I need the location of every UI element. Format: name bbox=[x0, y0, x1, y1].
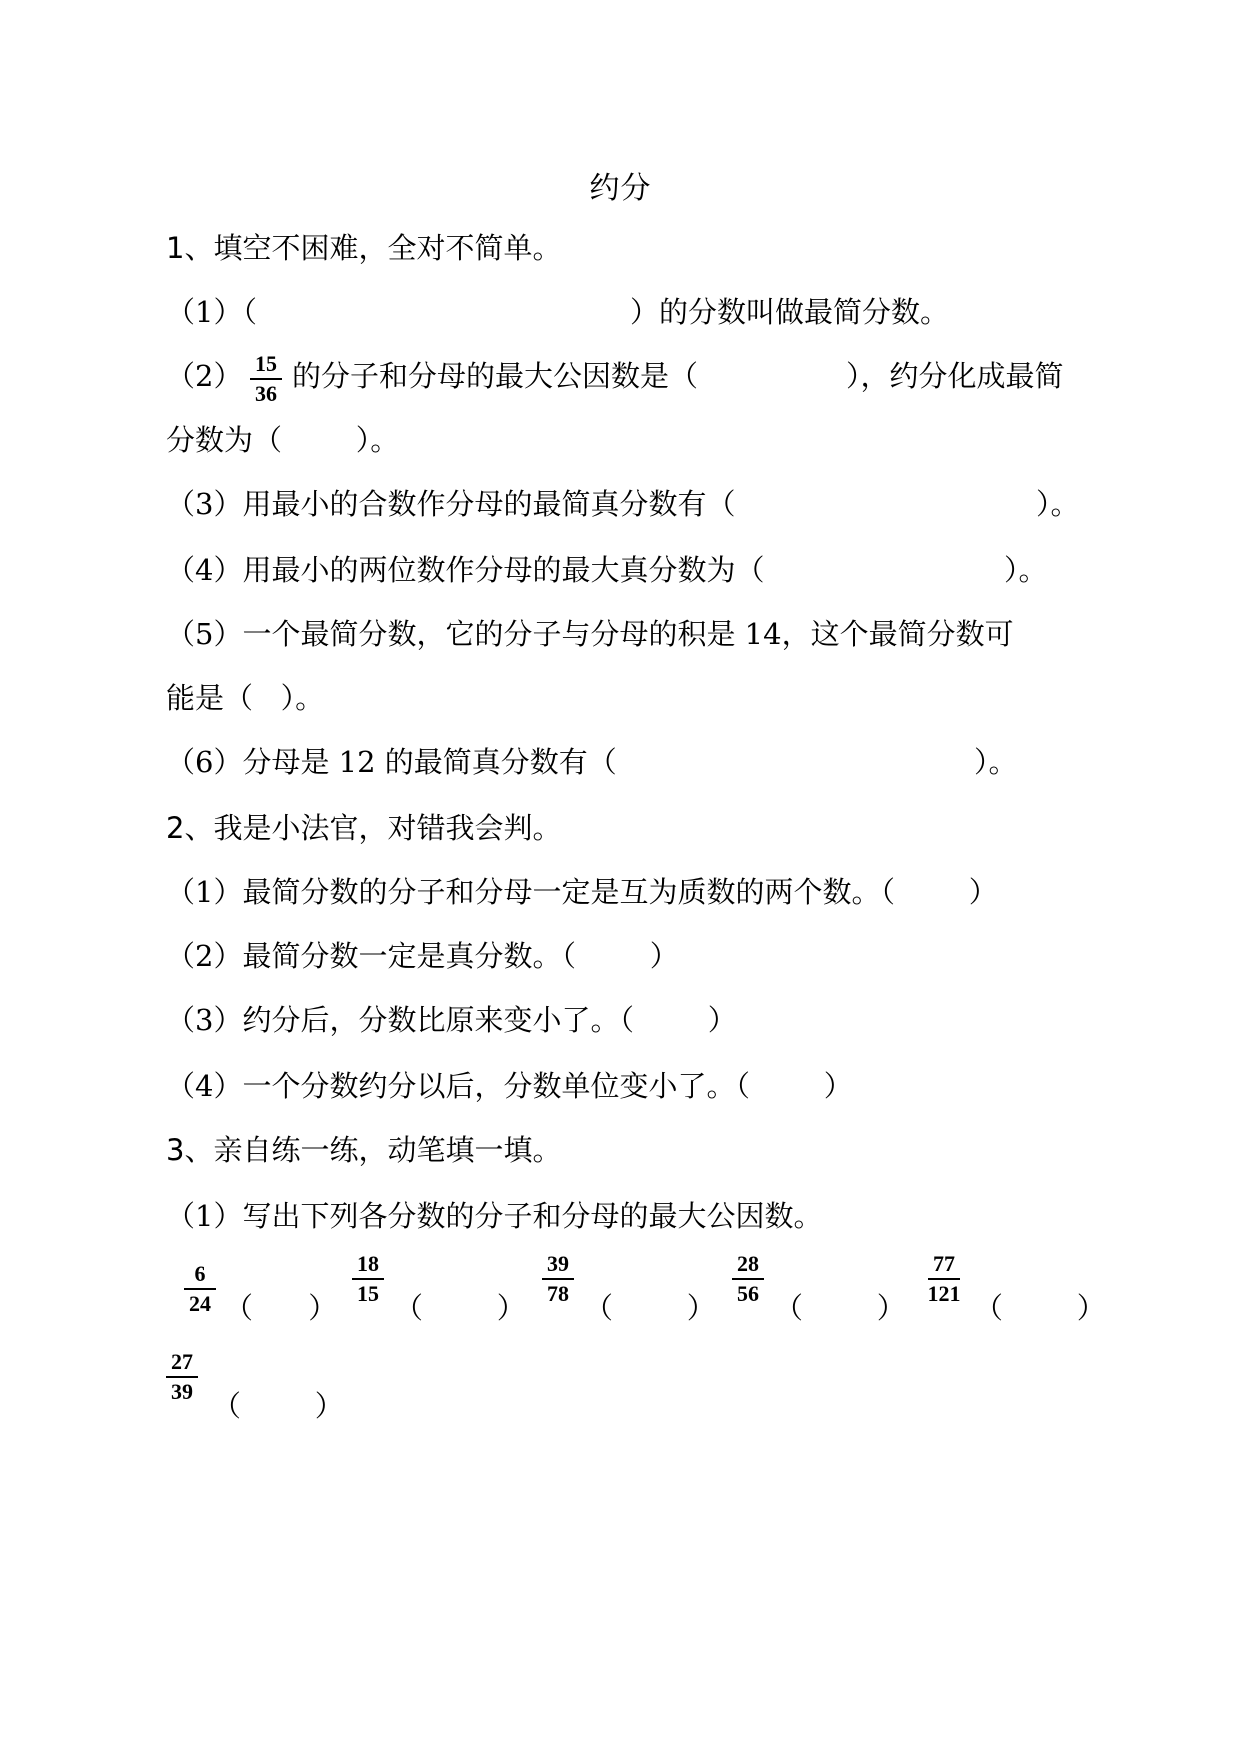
answer-blank: （ ） bbox=[584, 1291, 716, 1325]
fraction-item bbox=[346, 1252, 390, 1306]
s1-q4-right: ）。 bbox=[1004, 553, 1048, 587]
s1-q6-left: （6）分母是 12 的最简真分数有（ bbox=[166, 745, 617, 779]
fraction-item bbox=[178, 1262, 222, 1316]
s1-q5-line2: 能是（ ）。 bbox=[166, 681, 325, 715]
s1-q1-right: ）的分数叫做最简分数。 bbox=[630, 295, 950, 329]
s2-q3: （3）约分后，分数比原来变小了。（ ） bbox=[166, 1003, 737, 1037]
s1-q1-left: （1）（ bbox=[166, 295, 257, 329]
s2-q4: （4）一个分数约分以后，分数单位变小了。（ ） bbox=[166, 1069, 853, 1103]
fraction-bar bbox=[928, 1278, 960, 1280]
fraction-15-36 bbox=[244, 352, 288, 406]
fraction-denominator: 56 bbox=[737, 1281, 759, 1306]
fraction-numerator: 27 bbox=[171, 1349, 193, 1374]
s2-q1: （1）最简分数的分子和分母一定是互为质数的两个数。（ ） bbox=[166, 875, 998, 909]
fraction-item bbox=[726, 1252, 770, 1306]
fraction-bar bbox=[352, 1278, 384, 1280]
fraction-denominator: 36 bbox=[255, 381, 277, 406]
s1-q6-right: ）。 bbox=[974, 745, 1018, 779]
page-title: 约分 bbox=[589, 171, 652, 206]
s1-q3-left: （3）用最小的合数作分母的最简真分数有（ bbox=[166, 487, 736, 521]
answer-blank: （ ） bbox=[974, 1291, 1106, 1325]
fraction-item bbox=[536, 1252, 580, 1306]
fraction-bar bbox=[250, 378, 282, 380]
fraction-denominator: 24 bbox=[189, 1291, 211, 1316]
fraction-bar bbox=[184, 1288, 216, 1290]
answer-blank: （ ） bbox=[212, 1389, 344, 1423]
answer-blank: （ ） bbox=[774, 1291, 906, 1325]
fraction-numerator: 15 bbox=[255, 351, 277, 376]
section1-heading: 1、填空不困难，全对不简单。 bbox=[166, 231, 562, 265]
s3-q1: （1）写出下列各分数的分子和分母的最大公因数。 bbox=[166, 1199, 823, 1233]
fraction-denominator: 78 bbox=[547, 1281, 569, 1306]
s1-q2-mid: 的分子和分母的最大公因数是（ bbox=[292, 359, 699, 393]
fraction-denominator: 121 bbox=[927, 1281, 961, 1306]
section2-heading: 2、我是小法官，对错我会判。 bbox=[166, 811, 562, 845]
s1-q4-left: （4）用最小的两位数作分母的最大真分数为（ bbox=[166, 553, 765, 587]
s1-q2-right: ），约分化成最简 bbox=[846, 359, 1064, 393]
fraction-denominator: 39 bbox=[171, 1379, 193, 1404]
s1-q3-right: ）。 bbox=[1036, 487, 1080, 521]
section3-heading: 3、亲自练一练，动笔填一填。 bbox=[166, 1133, 562, 1167]
answer-blank: （ ） bbox=[394, 1291, 526, 1325]
fraction-numerator: 39 bbox=[547, 1251, 569, 1276]
answer-blank: （ ） bbox=[224, 1291, 338, 1325]
s1-q5-line1: （5）一个最简分数，它的分子与分母的积是 14，这个最简分数可 bbox=[166, 617, 1014, 651]
s1-q2-line2: 分数为（ ）。 bbox=[166, 423, 400, 457]
fraction-bar bbox=[166, 1376, 198, 1378]
fraction-numerator: 28 bbox=[737, 1251, 759, 1276]
s1-q2-prefix: （2） bbox=[166, 359, 243, 393]
fraction-denominator: 15 bbox=[357, 1281, 379, 1306]
s2-q2: （2）最简分数一定是真分数。（ ） bbox=[166, 939, 679, 973]
fraction-bar bbox=[732, 1278, 764, 1280]
fraction-item bbox=[160, 1350, 204, 1404]
fraction-numerator: 77 bbox=[933, 1251, 955, 1276]
fraction-numerator: 18 bbox=[357, 1251, 379, 1276]
fraction-numerator: 6 bbox=[194, 1261, 206, 1286]
fraction-item bbox=[922, 1252, 966, 1306]
fraction-bar bbox=[542, 1278, 574, 1280]
